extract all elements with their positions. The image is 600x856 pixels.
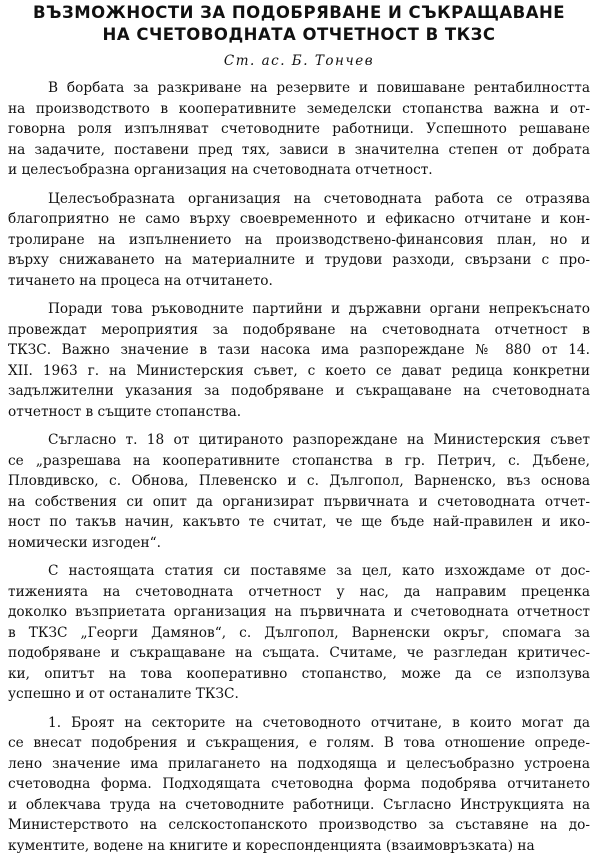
paragraph-line: на собствения си опит да организират първичната и счетоводната отчет-	[8, 492, 590, 513]
paragraph	[8, 561, 590, 705]
paragraph	[8, 189, 590, 292]
paragraph-line: Пловдивско, с. Обнова, Плевенско и с. Дългопол, Варненско, въз основа	[8, 471, 590, 492]
paragraph-line: и облекчава труда на счетоводните работници. Съгласно Инструкцията на	[8, 795, 590, 816]
paragraph-line: в ТКЗС „Георги Дамянов“, с. Дългопол, Варненски окръг, спомага за	[8, 623, 590, 644]
paragraph-line: номически изгоден“.	[8, 533, 590, 554]
paragraph-line: счетоводна форма. Подходящата счетоводна форма подобрява отчитането	[8, 774, 590, 795]
paragraph	[8, 430, 590, 553]
paragraph-line: лено значение има прилагането на подходяща и целесъобразно устроена	[8, 754, 590, 775]
paragraph-line: Съгласно т. 18 от цитираното разпореждане на Министерския съвет	[8, 430, 590, 451]
paragraph-line: XII. 1963 г. на Министерския съвет, с което се дават редица конкретни	[8, 361, 590, 382]
paragraph-line: Целесъобразната организация на счетоводната работа се отразява	[8, 189, 590, 210]
paragraph-line: Министерството на селскостопанското производство за съставяне на до-	[8, 815, 590, 836]
paragraph-line: говорна роля изпълняват счетоводните работници. Успешното решаване	[8, 119, 590, 140]
paragraph-line: и целесъобразна организация на счетоводната отчетност.	[8, 160, 590, 181]
paragraph-line: Поради това ръководните партийни и държавни органи непрекъснато	[8, 299, 590, 320]
article-title-line-1: ВЪЗМОЖНОСТИ ЗА ПОДОБРЯВАНЕ И СЪКРАЩАВАНЕ	[8, 2, 590, 24]
paragraph-line: на производството в кооперативните земеделски стопанства важна и от-	[8, 99, 590, 120]
paragraph-line: С настоящата статия си поставяме за цел, като изхождаме от дос-	[8, 561, 590, 582]
paragraph-line: благоприятно не само върху своевременното и ефикасно отчитане и кон-	[8, 209, 590, 230]
paragraph-line: ност по такъв начин, какъвто те считат, че ще бъде най-правилен и ико-	[8, 512, 590, 533]
paragraph-line: успешно и от останалите ТКЗС.	[8, 684, 590, 705]
paragraph-line: доколко възприетата организация на първичната и счетоводната отчетност	[8, 602, 590, 623]
paragraph-line: на задачите, поставени пред тях, зависи в значителна степен от добрата	[8, 140, 590, 161]
paragraph-line: върху снижаването на материалните и трудови разходи, свързани с про-	[8, 250, 590, 271]
article-body	[8, 78, 590, 856]
article-author: Ст. ас. Б. Тончев	[8, 52, 590, 70]
paragraph-line: се внесат подобрения и съкращения, е голям. В това отношение опреде-	[8, 733, 590, 754]
paragraph-line: ТКЗС. Важно значение в тази насока има разпореждане № 880 от 14.	[8, 340, 590, 361]
paragraph	[8, 78, 590, 181]
paragraph-line: тролиране на изпълнението на производствено-финансовия план, но и	[8, 230, 590, 251]
paragraph	[8, 299, 590, 422]
paragraph-line: се „разрешава на кооперативните стопанства в гр. Петрич, с. Дъбене,	[8, 451, 590, 472]
paragraph-line: тиженията на счетоводната отчетност у нас, да направим преценка	[8, 582, 590, 603]
paragraph-line: 1. Броят на секторите на счетоводното отчитане, в които могат да	[8, 713, 590, 734]
article-title	[8, 2, 590, 46]
paragraph-line: подобряване и съкращаване на същата. Считаме, че разгледан критичес-	[8, 643, 590, 664]
paragraph-line: кументите, водене на книгите и кореспонденцията (взаимовръзката) на	[8, 836, 590, 856]
paragraph-line: тичането на процеса на отчитането.	[8, 271, 590, 292]
paragraph-line: ки, опитът на това кооперативно стопанство, може да се използува	[8, 664, 590, 685]
paragraph-line: провеждат мероприятия за подобряване на счетоводната отчетност в	[8, 320, 590, 341]
paragraph-line: задължителни указания за подобряване и съкращаване на счетоводната	[8, 381, 590, 402]
paragraph-line: отчетност в същите стопанства.	[8, 402, 590, 423]
paragraph	[8, 713, 590, 856]
paragraph-line: В борбата за разкриване на резервите и повишаване рентабилността	[8, 78, 590, 99]
article-title-line-2: НА СЧЕТОВОДНАТА ОТЧЕТНОСТ В ТКЗС	[8, 24, 590, 46]
